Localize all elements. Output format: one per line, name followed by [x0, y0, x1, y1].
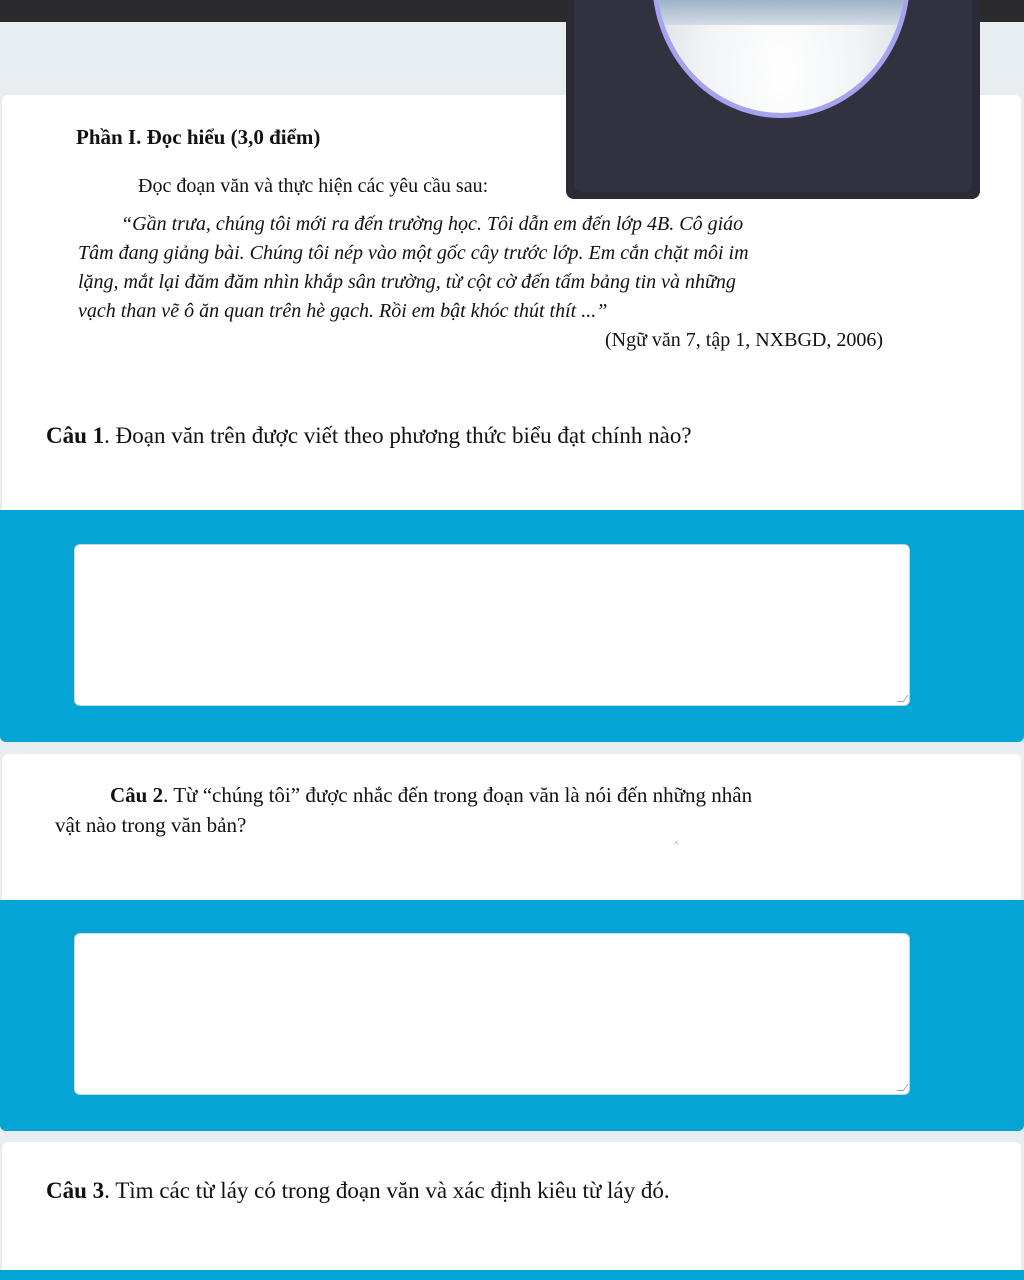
resize-handle-icon[interactable] [897, 1084, 909, 1091]
question-label: Câu 2 [110, 783, 164, 807]
answer-section-2 [0, 900, 1024, 1131]
passage-line: “Gần trưa, chúng tôi mới ra đến trường học. Tôi dẫn em đến lớp 4B. Cô giáo [121, 213, 744, 235]
answer-textarea-1[interactable] [74, 544, 910, 706]
answer-textarea-2[interactable] [74, 933, 910, 1095]
question-1 [46, 423, 692, 449]
question-text: . Tìm các từ láy có trong đoạn văn và xác định kiêu từ láy đó. [104, 1178, 670, 1203]
section-instruction: Đọc đoạn văn và thực hiện các yêu cầu sau: [138, 175, 489, 197]
reading-passage [78, 210, 898, 326]
question-card-3 [2, 1142, 1021, 1270]
passage-line: vạch than vẽ ô ăn quan trên hè gạch. Rồi em bật khóc thút thít ...” [78, 300, 608, 322]
answer-section-3 [0, 1270, 1024, 1280]
question-text: . Đoạn văn trên được viết theo phương thức biểu đạt chính nào? [104, 423, 692, 448]
question-text: . Từ “chúng tôi” được nhắc đến trong đoạn văn là nói đến những nhân [163, 783, 753, 807]
caret-icon: ˄ [674, 839, 679, 848]
section-heading: Phần I. Đọc hiểu (3,0 điểm) [76, 125, 321, 149]
question-2 [110, 783, 752, 808]
video-overlay-panel[interactable] [566, 0, 980, 199]
passage-line: lặng, mắt lại đăm đăm nhìn khắp sân trường, từ cột cờ đến tấm bảng tin và những [78, 271, 736, 293]
question-label: Câu 3 [46, 1178, 105, 1203]
question-3 [46, 1178, 670, 1204]
passage-source: (Ngữ văn 7, tập 1, NXBGD, 2006) [604, 329, 883, 351]
question-2-continued: vật nào trong văn bản? [55, 813, 247, 837]
video-feed-icon [652, 0, 910, 118]
video-panel-inner [574, 0, 972, 192]
answer-section-1 [0, 510, 1024, 742]
video-feed-sky [657, 0, 905, 25]
question-label: Câu 1 [46, 423, 105, 448]
resize-handle-icon[interactable] [897, 695, 909, 702]
passage-line: Tâm đang giảng bài. Chúng tôi nép vào một gốc cây trước lớp. Em cắn chặt môi im [78, 242, 749, 264]
